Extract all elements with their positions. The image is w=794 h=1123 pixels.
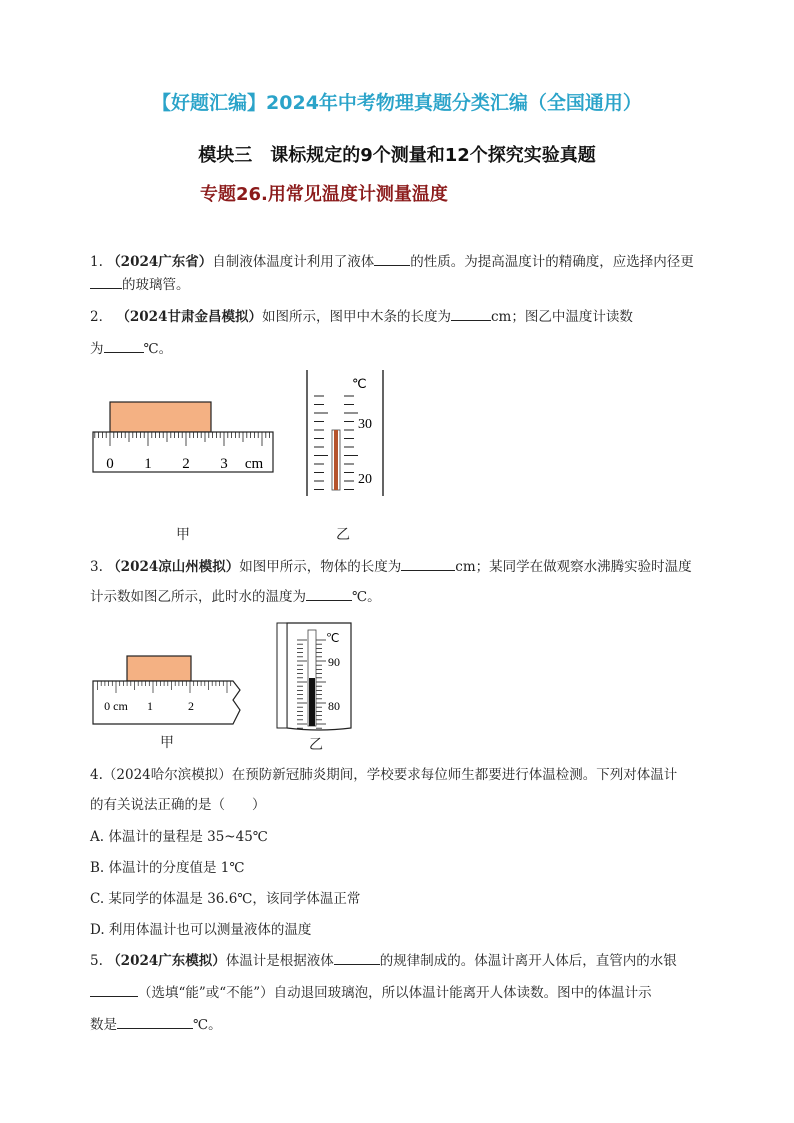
option-b: B. 体温计的分度值是 1℃ [90, 860, 245, 876]
figure-label: 甲 [160, 735, 174, 751]
question-text: 的玻璃管。 [122, 277, 190, 293]
question-text: 的规律制成的。体温计离开人体后，直管内的水银 [379, 953, 677, 969]
ruler-figure-3a [90, 654, 246, 728]
question-text: 的性质。为提高温度计的精确度，应选择内径更 [410, 254, 694, 270]
object-block [127, 656, 191, 681]
question-text: 如图甲所示，物体的长度为 [239, 559, 402, 575]
question-text: cm；某同学在做观察水沸腾实验时温度 [455, 559, 692, 575]
question-source: （2024凉山州模拟） [107, 559, 240, 575]
tick-label: 1 [147, 699, 153, 713]
thermometer-shadow [277, 623, 287, 728]
unit-label: cm [244, 456, 264, 472]
liquid-column [334, 430, 338, 490]
question-text: cm；图乙中温度计读数 [490, 309, 633, 325]
question-source: （2024广东模拟） [107, 953, 226, 969]
liquid-column [309, 678, 315, 726]
figure-label: 乙 [336, 527, 350, 543]
answer-blank [306, 588, 352, 601]
tick-label: 1 [144, 456, 152, 472]
answer-blank [374, 253, 410, 266]
option-d: D. 利用体温计也可以测量液体的温度 [90, 922, 312, 938]
question-5-line-3 [90, 1016, 222, 1034]
question-text: 自制液体温度计利用了液体 [212, 254, 375, 270]
answer-blank [90, 276, 122, 289]
question-5-line-2 [90, 984, 652, 1002]
question-source: （2024哈尔滨模拟） [102, 767, 232, 783]
question-4-line-1 [90, 766, 677, 784]
tick-label: 80 [328, 699, 340, 713]
question-text: 如图所示，图甲中木条的长度为 [261, 309, 451, 325]
question-1-line-2 [90, 276, 190, 294]
question-1-line-1 [90, 253, 694, 271]
question-source: （2024甘肃金昌模拟） [116, 309, 262, 325]
question-3-line-1 [90, 558, 692, 576]
answer-blank [90, 984, 138, 997]
question-text: 计示数如图乙所示，此时水的温度为 [90, 589, 306, 605]
module-heading: 模块三 课标规定的9个测量和12个探究实验真题 [198, 145, 596, 166]
tick-label: 20 [358, 472, 372, 487]
tick-label: 2 [182, 456, 190, 472]
question-number: 5. [90, 953, 103, 969]
question-text: 数是 [90, 1017, 117, 1033]
unit-label: ℃ [352, 376, 367, 391]
answer-blank [104, 340, 144, 353]
figure-label: 乙 [309, 737, 323, 753]
question-text: 为 [90, 341, 104, 357]
question-3-line-2 [90, 588, 381, 606]
question-number: 3. [90, 559, 103, 575]
answer-blank [401, 558, 455, 571]
tick-label: 2 [188, 699, 194, 713]
question-text: 在预防新冠肺炎期间，学校要求每位师生都要进行体温检测。下列对体温计 [231, 767, 678, 783]
question-text: ℃。 [352, 589, 381, 605]
thermometer-figure-2b [300, 368, 390, 498]
question-text: 的有关说法正确的是（ ） [90, 797, 266, 813]
answer-blank [117, 1016, 193, 1029]
question-4-line-2 [90, 796, 266, 814]
question-text: ℃。 [143, 341, 173, 357]
wood-block [110, 402, 211, 432]
question-text: ℃。 [193, 1017, 222, 1033]
question-2-line-1 [90, 308, 633, 326]
thermometer-case [287, 623, 351, 730]
question-2-line-2 [90, 340, 172, 358]
figure-label: 甲 [176, 527, 190, 543]
option-a: A. 体温计的量程是 35~45℃ [90, 829, 268, 845]
tick-label: 90 [328, 655, 340, 669]
option-c: C. 某同学的体温是 36.6℃，该同学体温正常 [90, 891, 361, 907]
answer-blank [451, 308, 491, 321]
question-number: 4. [90, 767, 103, 783]
question-5-line-1 [90, 952, 677, 970]
thermometer-figure-3b [275, 620, 355, 732]
topic-heading: 专题26.用常见温度计测量温度 [200, 184, 448, 205]
answer-blank [334, 952, 380, 965]
question-text: 体温计是根据液体 [225, 953, 334, 969]
document-title: 【好题汇编】2024年中考物理真题分类汇编（全国通用） [152, 92, 642, 114]
question-text: （选填“能”或“不能”）自动退回玻璃泡，所以体温计能离开人体读数。图中的体温计示 [138, 985, 652, 1001]
tick-label: 3 [220, 456, 228, 472]
tick-label: 0 [106, 456, 114, 472]
unit-label: ℃ [326, 631, 340, 645]
question-source: （2024广东省） [107, 254, 213, 270]
question-number: 1. [90, 254, 103, 270]
tick-label: 30 [358, 417, 372, 432]
ruler-figure-2a [90, 396, 280, 476]
question-number: 2． [90, 309, 113, 325]
tick-label: 0 cm [104, 699, 128, 713]
